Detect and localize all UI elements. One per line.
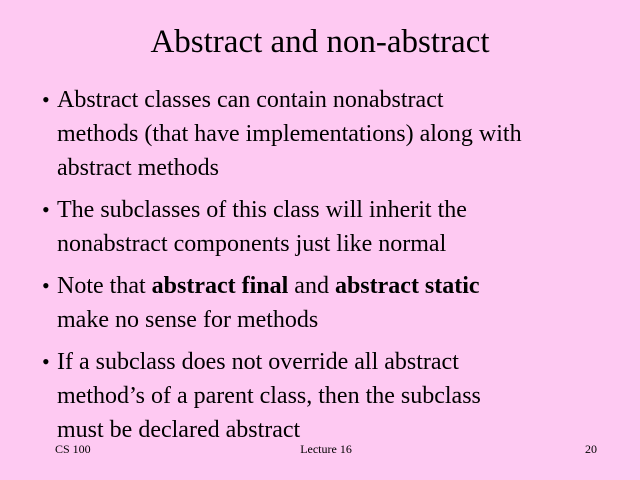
text-segment: nonabstract components just like normal [57,231,447,257]
footer-course: CS 100 [55,442,91,456]
bullet-line [57,151,522,185]
text-segment: make no sense for methods [57,307,319,333]
bullet-text [57,345,481,447]
bullet-line [57,227,467,261]
text-segment: abstract final [151,273,289,299]
text-segment: The subclasses of this class will inherit the [57,197,467,223]
text-segment: abstract methods [57,155,219,181]
text-segment: If a subclass does not override all abstract [57,349,459,375]
text-segment: Abstract classes can contain nonabstract [57,87,444,113]
bullet-list [42,83,614,455]
bullet-text [57,269,480,337]
bullet-line [57,117,522,151]
bullet-item [42,345,614,447]
bullet-text [57,193,467,261]
bullet-icon: • [42,273,50,298]
bullet-line [57,269,480,303]
text-segment: abstract static [334,273,480,299]
bullet-icon: • [42,349,50,374]
text-segment: methods (that have implementations) along with [57,121,522,147]
bullet-icon: • [42,87,50,112]
footer-page-number: 20 [585,442,598,456]
bullet-line [57,303,480,337]
bullet-line [57,379,481,413]
text-segment: Note that [57,273,152,299]
text-segment: must be declared abstract [57,417,301,443]
bullet-line [57,345,481,379]
text-segment: and [288,273,335,299]
bullet-text [57,83,522,185]
text-segment: method’s of a parent class, then the subclass [57,383,481,409]
footer [0,442,640,456]
bullet-item [42,193,614,261]
bullet-item [42,83,614,185]
bullet-item [42,269,614,337]
bullet-line [57,83,522,117]
bullet-icon: • [42,197,50,222]
footer-lecture: Lecture 16 [300,442,352,456]
page-title: Abstract and non-abstract [150,24,490,60]
bullet-line [57,193,467,227]
